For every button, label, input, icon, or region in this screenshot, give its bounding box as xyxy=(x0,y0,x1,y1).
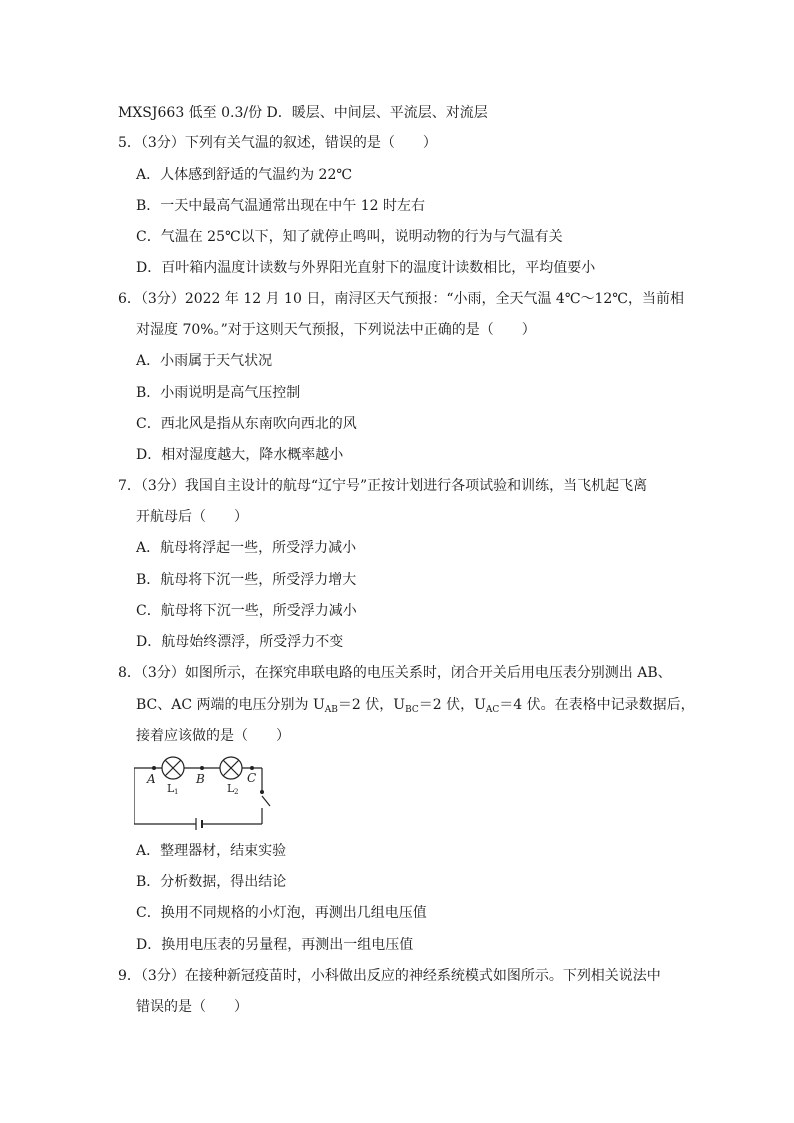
q8-text-1: BC、AC 两端的电压分别为 U xyxy=(136,697,325,713)
question-8-option-a[interactable]: A．整理器材，结束实验 xyxy=(136,843,287,859)
question-8-option-c[interactable]: C．换用不同规格的小灯泡，再测出几组电压值 xyxy=(136,905,427,921)
question-6-option-d[interactable]: D．相对湿度越大，降水概率越小 xyxy=(136,447,344,463)
q8-sub-ab: AB xyxy=(324,705,338,715)
q8-sub-bc: BC xyxy=(405,705,419,715)
question-7-option-d[interactable]: D．航母始终漂浮，所受浮力不变 xyxy=(136,634,344,650)
label-b: B xyxy=(196,772,205,786)
question-5-option-c[interactable]: C．气温在 25℃以下，知了就停止鸣叫，说明动物的行为与气温有关 xyxy=(136,229,563,245)
question-5-stem: 5．（3分）下列有关气温的叙述，错误的是（ ） xyxy=(118,135,437,151)
question-8-option-b[interactable]: B．分析数据，得出结论 xyxy=(136,874,287,890)
switch-pivot xyxy=(260,790,264,794)
question-7-stem-cont: 开航母后（ ） xyxy=(136,509,248,525)
question-7-option-c[interactable]: C．航母将下沉一些，所受浮力减小 xyxy=(136,603,357,619)
label-l1-sub: 1 xyxy=(174,788,179,796)
question-8-option-d[interactable]: D．换用电压表的另量程，再测出一组电压值 xyxy=(136,937,414,953)
label-l1: L xyxy=(167,782,175,795)
label-l2: L xyxy=(227,782,235,795)
node-c xyxy=(250,766,254,770)
q8-text-4: ＝4 伏。在表格中记录数据后， xyxy=(499,697,695,713)
question-6-option-a[interactable]: A．小雨属于天气状况 xyxy=(136,353,273,369)
node-b xyxy=(200,766,204,770)
question-5-option-b[interactable]: B．一天中最高气温通常出现在中午 12 时左右 xyxy=(136,198,426,214)
header-line: MXSJ663 低至 0.3/份 D．暖层、中间层、平流层、对流层 xyxy=(118,105,488,121)
series-circuit-diagram xyxy=(134,752,284,832)
label-l2-sub: 2 xyxy=(234,788,239,796)
question-6-stem-cont: 对湿度 70%。”对于这则天气预报，下列说法中正确的是（ ） xyxy=(136,322,536,338)
node-a xyxy=(152,766,156,770)
question-6-option-c[interactable]: C．西北风是指从东南吹向西北的风 xyxy=(136,416,357,432)
question-5-option-a[interactable]: A．人体感到舒适的气温约为 22℃ xyxy=(136,167,353,183)
switch-blade xyxy=(262,796,270,806)
question-6-stem: 6．（3分）2022 年 12 月 10 日，南浔区天气预报：“小雨，全天气温 4℃～12℃，当前相 xyxy=(118,291,684,307)
label-c: C xyxy=(247,771,257,785)
label-a: A xyxy=(147,772,156,786)
question-9-stem: 9．（3分）在接种新冠疫苗时，小科做出反应的神经系统模式如图所示。下列相关说法中 xyxy=(118,968,661,984)
question-8-stem: 8．（3分）如图所示，在探究串联电路的电压关系时，闭合开关后用电压表分别测出 AB、 xyxy=(118,665,672,681)
question-7-option-a[interactable]: A．航母将浮起一些，所受浮力减小 xyxy=(136,540,357,556)
question-7-option-b[interactable]: B．航母将下沉一些，所受浮力增大 xyxy=(136,572,357,588)
q8-sub-ac: AC xyxy=(485,705,500,715)
question-7-stem: 7．（3分）我国自主设计的航母“辽宁号”正按计划进行各项试验和训练，当飞机起飞离 xyxy=(118,478,648,494)
question-8-stem-cont2: 接着应该做的是（ ） xyxy=(136,728,290,744)
q8-text-2: ＝2 伏，U xyxy=(337,697,406,713)
question-8-stem-cont xyxy=(136,695,695,720)
question-6-option-b[interactable]: B．小雨说明是高气压控制 xyxy=(136,385,301,401)
question-5-option-d[interactable]: D．百叶箱内温度计读数与外界阳光直射下的温度计读数相比，平均值要小 xyxy=(136,260,596,276)
q8-text-3: ＝2 伏，U xyxy=(418,697,486,713)
question-9-stem-cont: 错误的是（ ） xyxy=(136,999,248,1015)
